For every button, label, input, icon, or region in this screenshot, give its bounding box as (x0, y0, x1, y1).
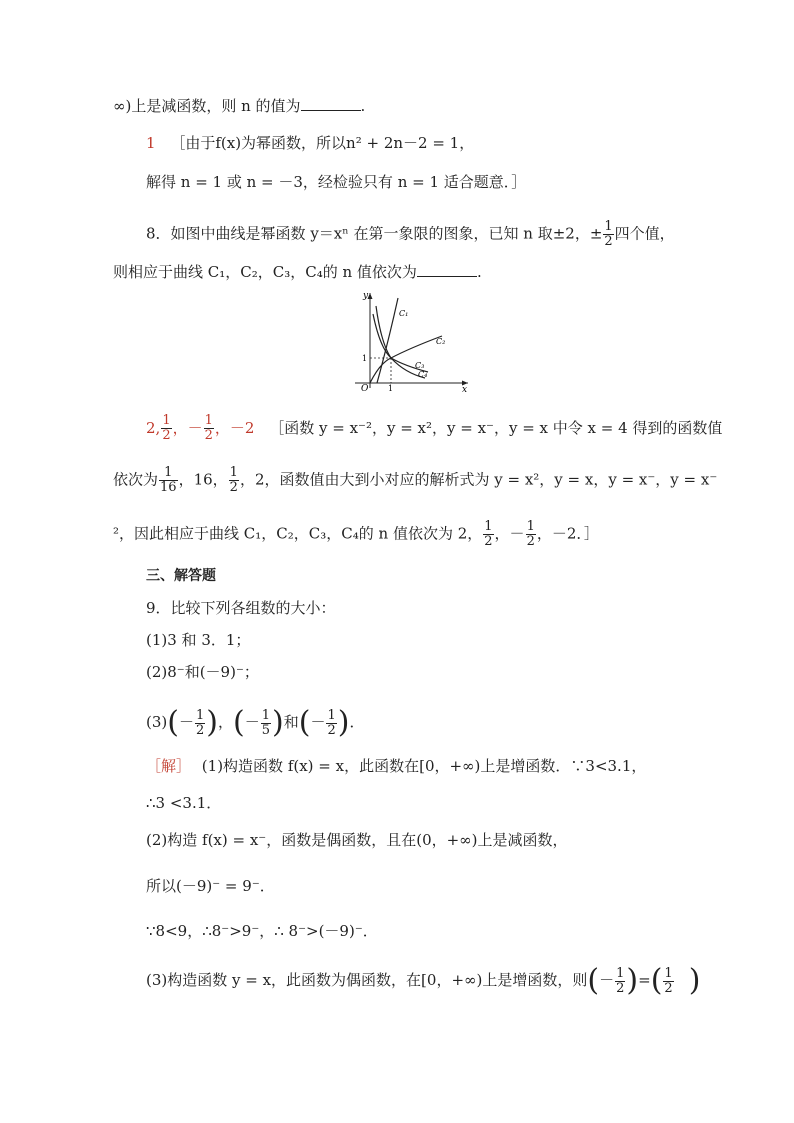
denominator: 2 (229, 480, 238, 495)
numerator: 1 (604, 219, 613, 234)
x-axis-label: x (462, 385, 468, 393)
paren: ( (233, 705, 245, 740)
label-c4: C₄ (418, 370, 428, 379)
text: ²，因此相应于曲线 C₁，C₂，C₃，C₄的 n 值依次为 2， (113, 524, 483, 543)
text: ，－2．］ (536, 524, 599, 543)
denominator: 2 (162, 428, 171, 443)
text: . (476, 263, 482, 281)
answer-value: 1 (146, 134, 156, 152)
text: (1)构造函数 f(x) = x，此函数在[0，+∞)上是增函数．∵3<3.1， (201, 757, 647, 775)
fraction (261, 709, 271, 738)
y-arrow (368, 293, 373, 299)
paren: ) (337, 705, 350, 740)
paren: ( (167, 705, 179, 740)
paren: ( (298, 705, 311, 740)
text: 2, (146, 418, 161, 437)
text: 依次为 (113, 470, 159, 489)
answer-line (146, 133, 474, 153)
text: 和 (283, 713, 299, 731)
numerator: 1 (229, 465, 238, 480)
text: = (638, 971, 651, 989)
label-c1: C₁ (399, 309, 409, 318)
fraction (526, 520, 536, 549)
numerator: 1 (664, 965, 673, 981)
text: ，－ (494, 524, 525, 543)
denominator: 2 (484, 534, 493, 549)
answer-value (146, 413, 255, 443)
denominator: 2 (526, 534, 535, 549)
numerator: 1 (526, 519, 535, 534)
text: ． (349, 713, 365, 731)
paren: ) (206, 705, 218, 740)
text: 解得 n = 1 或 n = －3，经检验只有 n = 1 适合题意．］ (146, 173, 527, 191)
text-line (113, 96, 365, 116)
power-function-graph (350, 288, 480, 393)
numerator: 1 (204, 413, 213, 428)
denominator: 2 (616, 980, 625, 996)
solution-line-4: 所以(－9)⁻ = 9⁻． (146, 877, 275, 895)
fraction (195, 709, 205, 738)
paren: ) (688, 963, 701, 998)
fraction (229, 466, 239, 495)
denominator: 2 (204, 428, 213, 443)
fraction (326, 709, 336, 738)
section-heading: 三、解答题 (146, 568, 216, 584)
fraction (159, 466, 178, 495)
numerator: 1 (195, 707, 205, 723)
denominator: 2 (664, 980, 673, 996)
answer-blank (301, 96, 361, 111)
question-9-part-2: (2)8⁻和(－9)⁻； (146, 663, 259, 681)
paren: ( (587, 963, 600, 998)
fraction (663, 967, 673, 996)
denominator: 2 (195, 722, 205, 738)
origin-label: O (361, 384, 369, 393)
text: ， (217, 713, 233, 731)
solution-line-2: ∴3 <3.1． (146, 794, 222, 812)
numerator: 1 (484, 519, 493, 534)
text: (3) (146, 713, 168, 731)
denominator: 16 (160, 480, 177, 495)
fraction (204, 414, 214, 443)
solution-tag: ［解］ (146, 757, 192, 775)
text: 8．如图中曲线是幂函数 y＝xⁿ 在第一象限的图象，已知 n 取±2，± (146, 224, 603, 243)
text: . (360, 97, 366, 115)
y-tick-1: 1 (362, 354, 368, 363)
text-line (146, 172, 526, 192)
denominator: 5 (261, 722, 271, 738)
text: ，2，函数值由大到小对应的解析式为 y = x²，y = x，y = x⁻，y = x⁻ (239, 470, 718, 489)
x-tick-1: 1 (388, 384, 394, 393)
numerator: 1 (616, 965, 625, 981)
solution-line-5: ∵8<9，∴8⁻>9⁻，∴ 8⁻>(－9)⁻． (146, 922, 378, 940)
answer-blank (417, 262, 477, 277)
label-c2: C₂ (436, 337, 446, 346)
fraction (161, 414, 171, 443)
solution-line-3: (2)构造 f(x) = x⁻，函数是偶函数，且在(0，+∞)上是减函数， (146, 831, 568, 849)
paren: ( (650, 963, 663, 998)
text: ，16， (178, 470, 228, 489)
denominator: 2 (604, 234, 613, 249)
paren: ) (272, 705, 284, 740)
paren: ) (626, 963, 639, 998)
text-line (113, 262, 482, 282)
explanation: ［由于f(x)为幂函数，所以n² + 2n－2 = 1， (170, 134, 475, 152)
numerator: 1 (261, 707, 271, 723)
fraction (483, 520, 493, 549)
denominator: 2 (327, 722, 336, 738)
text: 则相应于曲线 C₁，C₂，C₃，C₄的 n 值依次为 (113, 263, 417, 281)
question-9: 9．比较下列各组数的大小： (146, 599, 336, 617)
text: ，－ (172, 418, 203, 437)
explanation: ［函数 y = x⁻²，y = x²，y = x⁻，y = x 中令 x = 4 得到的函数值 (269, 418, 723, 437)
text-line (113, 520, 599, 549)
question-9-part-1: (1)3 和 3．1； (146, 631, 251, 649)
y-axis-label: y (363, 291, 369, 301)
numerator: 1 (159, 466, 178, 481)
text: (3)构造函数 y = x，此函数为偶函数，在[0，+∞)上是增函数，则 (146, 971, 588, 989)
fraction (615, 967, 625, 996)
text: ∞)上是减函数，则 n 的值为 (113, 97, 301, 115)
solution-line-6: (3)构造函数 y = x，此函数为偶函数，在[0，+∞)上是增函数，则(－ $\frac{1}{2}$ )=( $\frac{1}{2}$ ) (146, 963, 701, 998)
answer-line (146, 414, 722, 443)
fraction (603, 220, 613, 249)
text: 四个值， (614, 224, 675, 243)
numerator: 1 (327, 707, 336, 723)
question-9-part-3: (3)(－ $\frac{1}{2}$ )，(－ $\frac{1}{5}$ )和(－ $\frac{1}{2}$ )． (146, 705, 365, 740)
label-c3: C₃ (415, 361, 425, 370)
solution-line-1 (146, 756, 646, 776)
numerator: 1 (162, 413, 171, 428)
text-line (113, 466, 717, 495)
question-8 (146, 220, 675, 249)
text: ，－2 (214, 418, 255, 437)
